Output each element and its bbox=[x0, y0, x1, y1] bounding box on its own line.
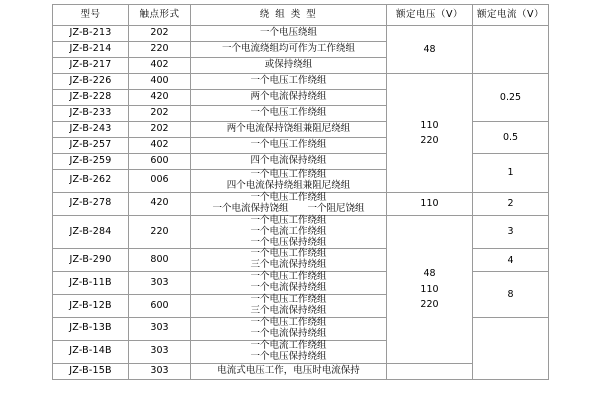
specification-table bbox=[52, 4, 549, 380]
table-row bbox=[53, 154, 549, 170]
cell-winding-type: 一个电压工作绕组 bbox=[191, 74, 387, 90]
cell-contact-form: 202 bbox=[129, 26, 191, 42]
table-row bbox=[53, 249, 549, 272]
cell-contact-form: 220 bbox=[129, 215, 191, 249]
table-row bbox=[53, 74, 549, 90]
cell-rated-current: 8 bbox=[473, 272, 549, 318]
table-header-row bbox=[53, 5, 549, 26]
header-contact-form: 触点形式 bbox=[129, 5, 191, 26]
cell-contact-form: 600 bbox=[129, 295, 191, 318]
cell-winding-type: 一个电压工作绕组 四个电流保持绕组兼阻尼绕组 bbox=[191, 170, 387, 193]
table-row bbox=[53, 317, 549, 340]
cell-winding-type: 一个电压工作绕组 三个电流保持绕组 bbox=[191, 249, 387, 272]
cell-model: JZ-B-15B bbox=[53, 363, 129, 379]
cell-rated-current: 0.25 bbox=[473, 74, 549, 122]
cell-rated-current: 1 bbox=[473, 154, 549, 193]
cell-model: JZ-B-228 bbox=[53, 90, 129, 106]
table-row bbox=[53, 122, 549, 138]
cell-model: JZ-B-243 bbox=[53, 122, 129, 138]
cell-winding-type: 一个电流绕组均可作为工作绕组 bbox=[191, 42, 387, 58]
cell-model: JZ-B-259 bbox=[53, 154, 129, 170]
cell-contact-form: 600 bbox=[129, 154, 191, 170]
table-row bbox=[53, 215, 549, 249]
cell-winding-type: 一个电压工作绕组 一个电流保持绕组 bbox=[191, 272, 387, 295]
cell-winding-type: 一个电压工作绕组 三个电流保持绕组 bbox=[191, 295, 387, 318]
cell-winding-type: 一个电压工作绕组 bbox=[191, 106, 387, 122]
header-model: 型号 bbox=[53, 5, 129, 26]
cell-model: JZ-B-278 bbox=[53, 192, 129, 215]
cell-model: JZ-B-214 bbox=[53, 42, 129, 58]
cell-rated-current: 3 bbox=[473, 215, 549, 249]
cell-contact-form: 303 bbox=[129, 363, 191, 379]
cell-model: JZ-B-262 bbox=[53, 170, 129, 193]
cell-rated-voltage: 48 110 220 bbox=[387, 215, 473, 363]
cell-model: JZ-B-217 bbox=[53, 58, 129, 74]
cell-rated-current bbox=[473, 317, 549, 379]
cell-contact-form: 800 bbox=[129, 249, 191, 272]
cell-model: JZ-B-12B bbox=[53, 295, 129, 318]
header-rated-current: 额定电流（V） bbox=[473, 5, 549, 26]
table-row bbox=[53, 192, 549, 215]
header-winding-type: 绕 组 类 型 bbox=[191, 5, 387, 26]
cell-contact-form: 303 bbox=[129, 340, 191, 363]
cell-winding-type: 两个电流保持饶组兼阻尼绕组 bbox=[191, 122, 387, 138]
cell-model: JZ-B-11B bbox=[53, 272, 129, 295]
cell-model: JZ-B-14B bbox=[53, 340, 129, 363]
cell-contact-form: 220 bbox=[129, 42, 191, 58]
cell-rated-current: 4 bbox=[473, 249, 549, 272]
table-row bbox=[53, 272, 549, 295]
cell-model: JZ-B-226 bbox=[53, 74, 129, 90]
cell-contact-form: 400 bbox=[129, 74, 191, 90]
cell-model: JZ-B-213 bbox=[53, 26, 129, 42]
cell-winding-type: 或保持绕组 bbox=[191, 58, 387, 74]
header-rated-voltage: 额定电压（V） bbox=[387, 5, 473, 26]
cell-rated-current bbox=[473, 26, 549, 74]
cell-contact-form: 402 bbox=[129, 138, 191, 154]
cell-rated-voltage: 110 bbox=[387, 192, 473, 215]
cell-contact-form: 202 bbox=[129, 106, 191, 122]
cell-winding-type: 一个电压工作绕组 一个电流保持绕组 bbox=[191, 317, 387, 340]
cell-rated-current: 2 bbox=[473, 192, 549, 215]
cell-contact-form: 402 bbox=[129, 58, 191, 74]
cell-rated-voltage: 110 220 bbox=[387, 74, 473, 193]
cell-winding-type: 一个电流工作绕组 一个电压保持绕组 bbox=[191, 340, 387, 363]
cell-contact-form: 303 bbox=[129, 272, 191, 295]
cell-winding-type: 两个电流保持绕组 bbox=[191, 90, 387, 106]
table-row bbox=[53, 26, 549, 42]
table-body bbox=[53, 26, 549, 380]
cell-model: JZ-B-233 bbox=[53, 106, 129, 122]
cell-winding-type: 四个电流保持绕组 bbox=[191, 154, 387, 170]
cell-winding-type: 电流式电压工作，电压时电流保持 bbox=[191, 363, 387, 379]
cell-contact-form: 420 bbox=[129, 192, 191, 215]
cell-model: JZ-B-284 bbox=[53, 215, 129, 249]
cell-contact-form: 202 bbox=[129, 122, 191, 138]
cell-winding-type: 一个电压绕组 bbox=[191, 26, 387, 42]
cell-contact-form: 303 bbox=[129, 317, 191, 340]
cell-model: JZ-B-13B bbox=[53, 317, 129, 340]
cell-model: JZ-B-290 bbox=[53, 249, 129, 272]
cell-model: JZ-B-257 bbox=[53, 138, 129, 154]
cell-rated-voltage bbox=[387, 363, 473, 379]
cell-contact-form: 006 bbox=[129, 170, 191, 193]
cell-rated-voltage: 48 bbox=[387, 26, 473, 74]
cell-rated-current: 0.5 bbox=[473, 122, 549, 154]
cell-contact-form: 420 bbox=[129, 90, 191, 106]
cell-winding-type: 一个电压工作绕组 一个电流保持饶组 一个阻尼饶组 bbox=[191, 192, 387, 215]
cell-winding-type: 一个电压工作绕组 bbox=[191, 138, 387, 154]
cell-winding-type: 一个电压工作绕组 一个电流工作绕组 一个电压保持绕组 bbox=[191, 215, 387, 249]
